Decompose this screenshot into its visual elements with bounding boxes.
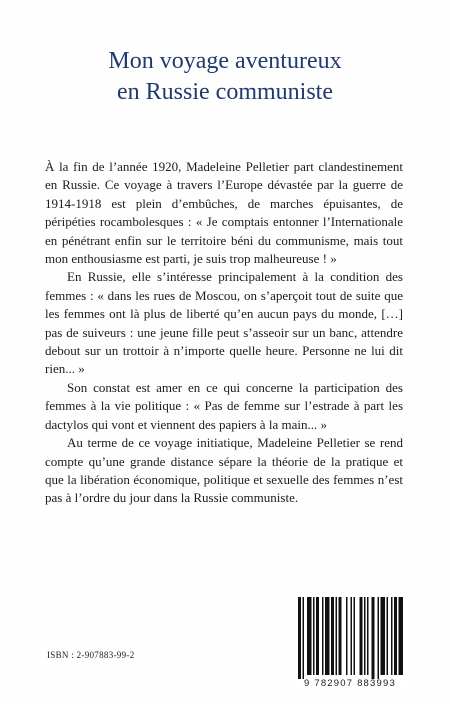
barcode-bar [381,597,386,675]
barcode-bar [307,597,312,675]
barcode-bar [298,597,301,679]
barcode-bar [354,597,356,675]
paragraph-3: Son constat est amer en ce qui concerne la participation des femmes à la vie politique : « Pas de femme sur l’estrade à part les dactylos qui vont et viennent des papiers à la main... » [45,379,403,432]
barcode-bar [360,597,363,675]
barcode-bar [346,597,348,675]
barcode-bar [331,597,334,675]
barcode-bar [367,597,369,675]
barcode-bar [325,597,330,675]
barcode-bar [372,597,375,679]
barcode-bar [394,597,397,675]
barcode-bar [322,597,324,675]
book-title [0,46,450,108]
barcode-bars [296,597,404,679]
paragraph-2: En Russie, elle s’intéresse principalement à la condition des femmes : « dans les rues de Moscou, on s’aperçoit tout de suite que les femmes ont là plus de liberté qu’en aucun pays du monde, […] pas de suiveurs : une jeune fille peut s’asseoir sur un banc, attendre debout sur un trottoir à n’importe quelle heure. Personne ne lui dit rien... » [45,269,403,377]
barcode-bar [339,597,342,675]
barcode [292,593,408,689]
paragraph-4: Au terme de ce voyage initiatique, Madeleine Pelletier se rend compte qu’une grande distance sépare la théorie de la pratique et que la libération économique, politique et sexuelle des femmes n’est pas à l’ordre du jour dans la Russie communiste. [45,435,403,506]
barcode-bar [336,597,338,675]
barcode-bar [399,597,404,675]
paragraph-1: À la fin de l’année 1920, Madeleine Pelletier part clandestinement en Russie. Ce voyage à travers l’Europe dévastée par la guerre de 1914-1918 est plein d’embûches, de marches épuisantes, de péripéties rocambolesques : « Je comptais entonner l’Internationale en pénétrant enfin sur le territoire béni du communisme, mais tout mon enthousiasme est parti, je suis trop malheureuse ! » [45,159,403,267]
barcode-bar [316,597,319,675]
back-cover-blurb [45,158,403,508]
barcode-bar [313,597,315,675]
barcode-bar [387,597,389,675]
barcode-bar [378,597,380,679]
barcode-bar [303,597,305,679]
barcode-bar [364,597,366,675]
barcode-number: 9 782907 883993 [304,678,396,689]
title-line-2: en Russie communiste [117,79,333,105]
title-line-1: Mon voyage aventureux [108,48,342,74]
barcode-bar [351,597,353,675]
barcode-bar [391,597,393,675]
isbn-label: ISBN : 2-907883-99-2 [47,650,135,660]
